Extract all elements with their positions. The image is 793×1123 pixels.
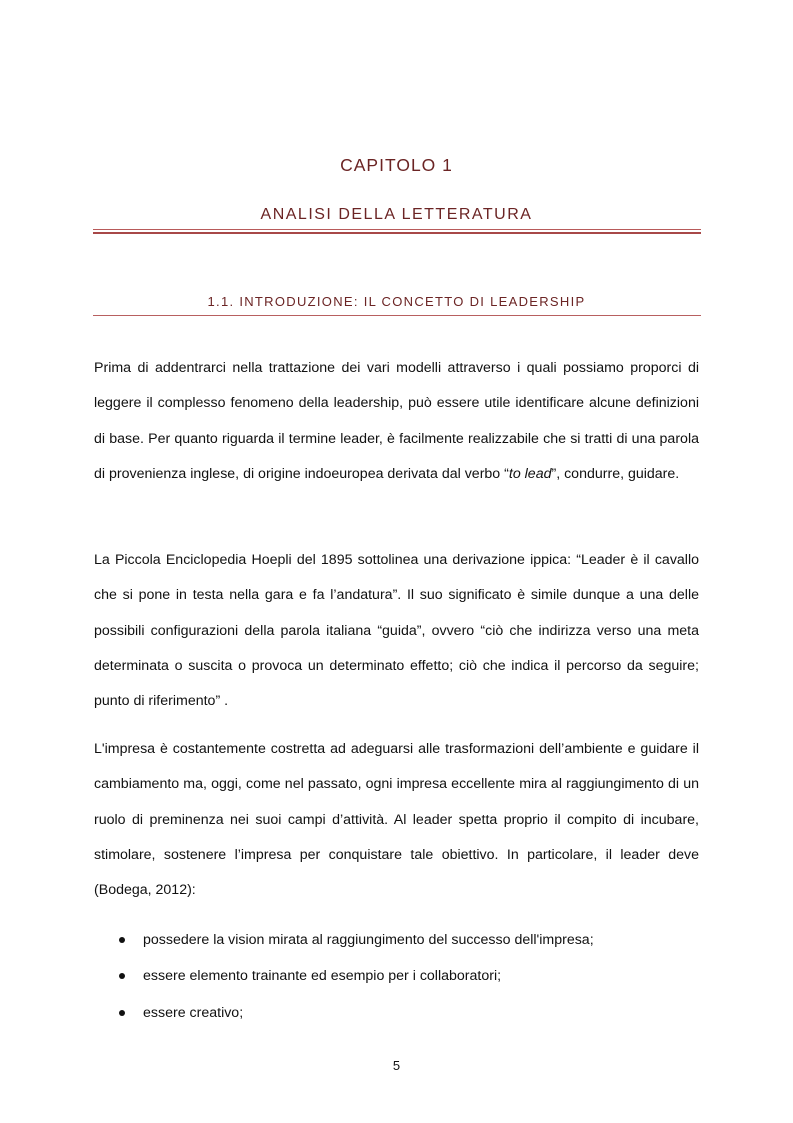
list-item-text: possedere la vision mirata al raggiungimento del successo dell'impresa; — [143, 932, 594, 948]
page-number: 5 — [392, 1058, 401, 1073]
list-item — [94, 958, 699, 994]
chapter-subtitle: ANALISI DELLA LETTERATURA — [260, 206, 533, 223]
list-item-text: essere elemento trainante ed esempio per i collaboratori; — [143, 968, 502, 985]
list-item-text: essere creativo; — [143, 1004, 244, 1021]
bullet-icon — [119, 973, 125, 979]
list-item — [94, 922, 699, 958]
section-rule — [93, 315, 701, 316]
paragraph-intro-text: Prima di addentrarci nella trattazione dei vari modelli attraverso i quali possiamo proporci di leggere il complesso fenomeno della leadership, può essere utile identificare alcune definizioni di base. Per quanto riguarda il termine leader, è facilmente realizzabile che si tratti di una parola di provenienza inglese, di origine indoeuropea derivata dal verbo “ — [94, 360, 699, 482]
paragraph-intro-tail: ”, condurre, guidare. — [551, 465, 680, 482]
paragraph-intro — [94, 351, 699, 492]
section-title: 1.1. INTRODUZIONE: IL CONCETTO DI LEADERSHIP — [207, 294, 586, 309]
chapter-rule-thin — [93, 229, 701, 230]
paragraph-hoepli: La Piccola Enciclopedia Hoepli del 1895 sottolinea una derivazione ippica: “Leader è il cavallo che si pone in testa nella gara e fa l’andatura”. Il suo significato è simile dunque a una delle possibili configurazioni della parola italiana “guida”, ovvero “ciò che indirizza verso una meta determinata o suscita o provoca un determinato effetto; ciò che indica il percorso da seguire; punto di riferimento” . — [94, 552, 699, 710]
leader-duties-list — [94, 922, 699, 1031]
paragraph-impresa: L'impresa è costantemente costretta ad adeguarsi alle trasformazioni dell’ambiente e guidare il cambiamento ma, oggi, come nel passato, ogni impresa eccellente mira al raggiungimento di un ruolo di preminenza nei suoi campi d’attività. Al leader spetta proprio il compito di incubare, stimolare, sostenere l’impresa per conquistare tale obiettivo. In particolare, il leader deve (Bodega, 2012): — [94, 741, 699, 899]
list-item — [94, 995, 699, 1031]
bullet-icon — [119, 1010, 125, 1016]
paragraph-intro-italic: to lead — [508, 465, 552, 482]
chapter-title: CAPITOLO 1 — [340, 155, 453, 175]
chapter-rule-thick — [93, 232, 701, 234]
bullet-icon — [119, 937, 125, 943]
